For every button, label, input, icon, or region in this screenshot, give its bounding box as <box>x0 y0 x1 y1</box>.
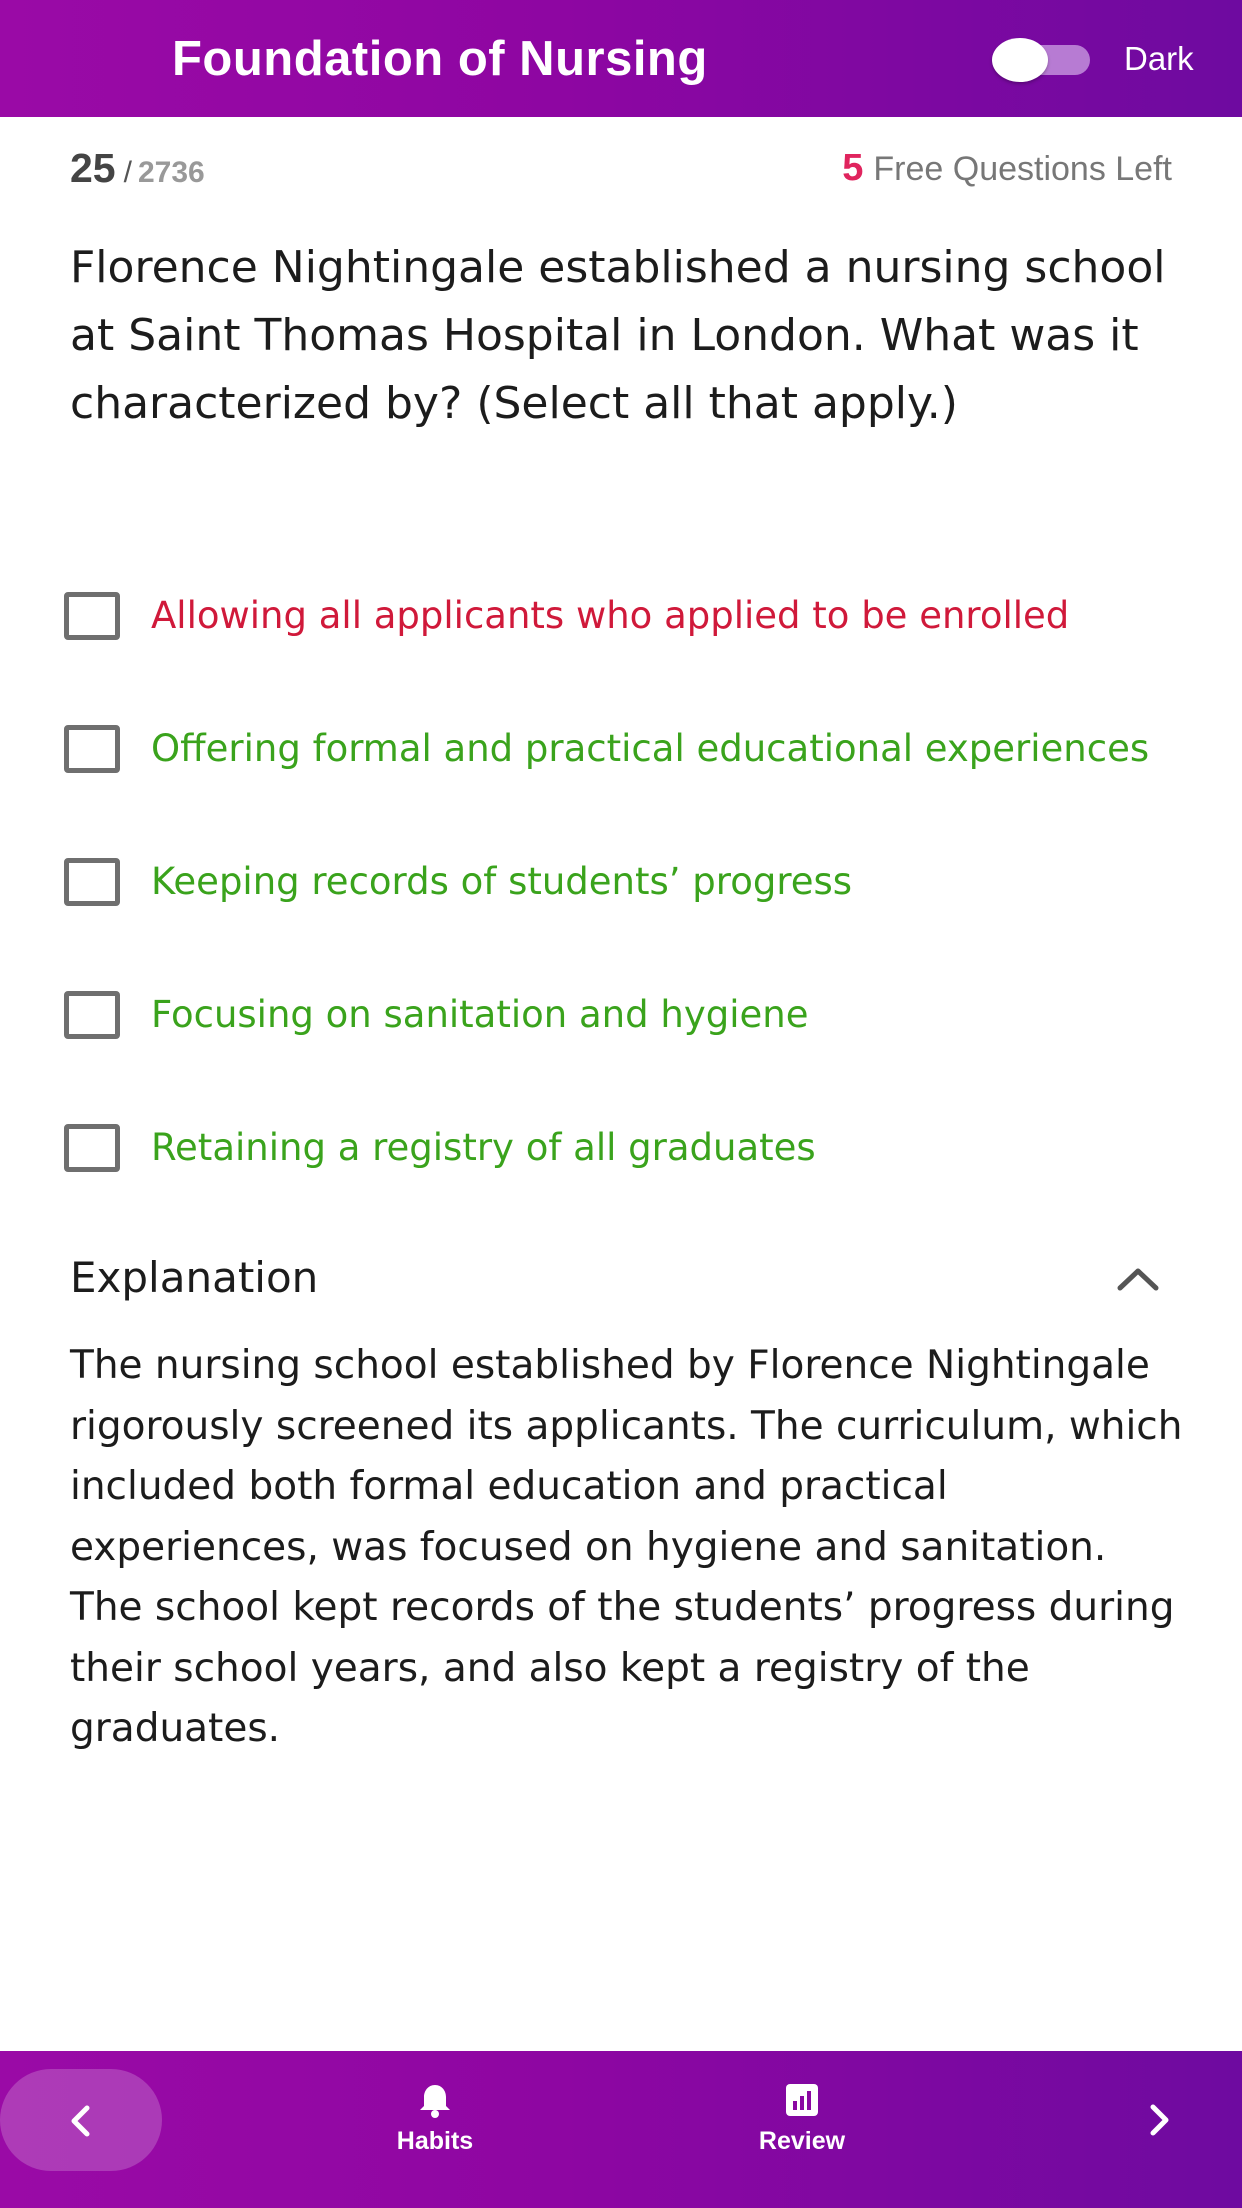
app-title: Foundation of Nursing <box>172 32 708 86</box>
option-2[interactable] <box>62 719 1232 779</box>
bell-icon <box>416 2081 454 2119</box>
option-5-checkbox[interactable] <box>64 1124 120 1172</box>
free-questions-count: 5 <box>842 147 864 189</box>
previous-question-button[interactable] <box>0 2069 162 2171</box>
current-question-number: 25 <box>70 145 116 191</box>
check-icon <box>75 734 111 766</box>
free-questions-left <box>842 146 1172 198</box>
dark-mode-toggle[interactable] <box>992 38 1090 80</box>
option-2-label[interactable]: Offering formal and practical educational experiences <box>151 727 1150 770</box>
option-3[interactable] <box>62 852 1232 912</box>
option-1-label[interactable]: Allowing all applicants who applied to be enrolled <box>151 594 1070 637</box>
habits-label: Habits <box>396 2127 474 2155</box>
question-counter <box>70 144 205 202</box>
chevron-up-icon[interactable] <box>1114 1262 1162 1294</box>
habits-nav-button[interactable] <box>365 2081 505 2181</box>
chevron-left-icon <box>66 2104 96 2138</box>
free-questions-label: Free Questions Left <box>873 150 1172 188</box>
dark-mode-label: Dark <box>1124 40 1194 77</box>
option-4-label[interactable]: Focusing on sanitation and hygiene <box>151 993 809 1036</box>
option-3-label[interactable]: Keeping records of students’ progress <box>151 860 853 903</box>
review-nav-button[interactable] <box>732 2081 872 2181</box>
option-5-label[interactable]: Retaining a registry of all graduates <box>151 1126 816 1169</box>
counter-separator: / <box>123 156 132 189</box>
option-4-checkbox[interactable] <box>64 991 120 1039</box>
toggle-knob <box>992 38 1048 82</box>
option-1[interactable] <box>62 586 1232 646</box>
option-5[interactable] <box>62 1118 1232 1178</box>
bottom-nav-bar <box>0 2051 1242 2208</box>
app-header <box>0 0 1242 117</box>
total-questions: 2736 <box>137 156 205 189</box>
next-question-button[interactable] <box>1130 2101 1190 2161</box>
option-3-checkbox[interactable] <box>64 858 120 906</box>
check-icon <box>75 867 111 899</box>
bar-chart-icon <box>783 2081 821 2119</box>
chevron-right-icon <box>1144 2103 1174 2137</box>
option-4[interactable] <box>62 985 1232 1045</box>
explanation-title[interactable]: Explanation <box>70 1253 319 1302</box>
question-text: Florence Nightingale established a nursing school at Saint Thomas Hospital in London. What was it characterized by? (Select all that apply.) <box>70 242 1166 429</box>
review-label: Review <box>758 2127 846 2155</box>
option-1-checkbox[interactable] <box>64 592 120 640</box>
option-2-checkbox[interactable] <box>64 725 120 773</box>
explanation-body: The nursing school established by Florence Nightingale rigorously screened its applicants. The curriculum, which included both formal education and practical experiences, was focused on hygiene and sanitation. The school kept records of the students’ progress during their school years, and also kept a registry of the graduates. <box>70 1343 1183 1751</box>
